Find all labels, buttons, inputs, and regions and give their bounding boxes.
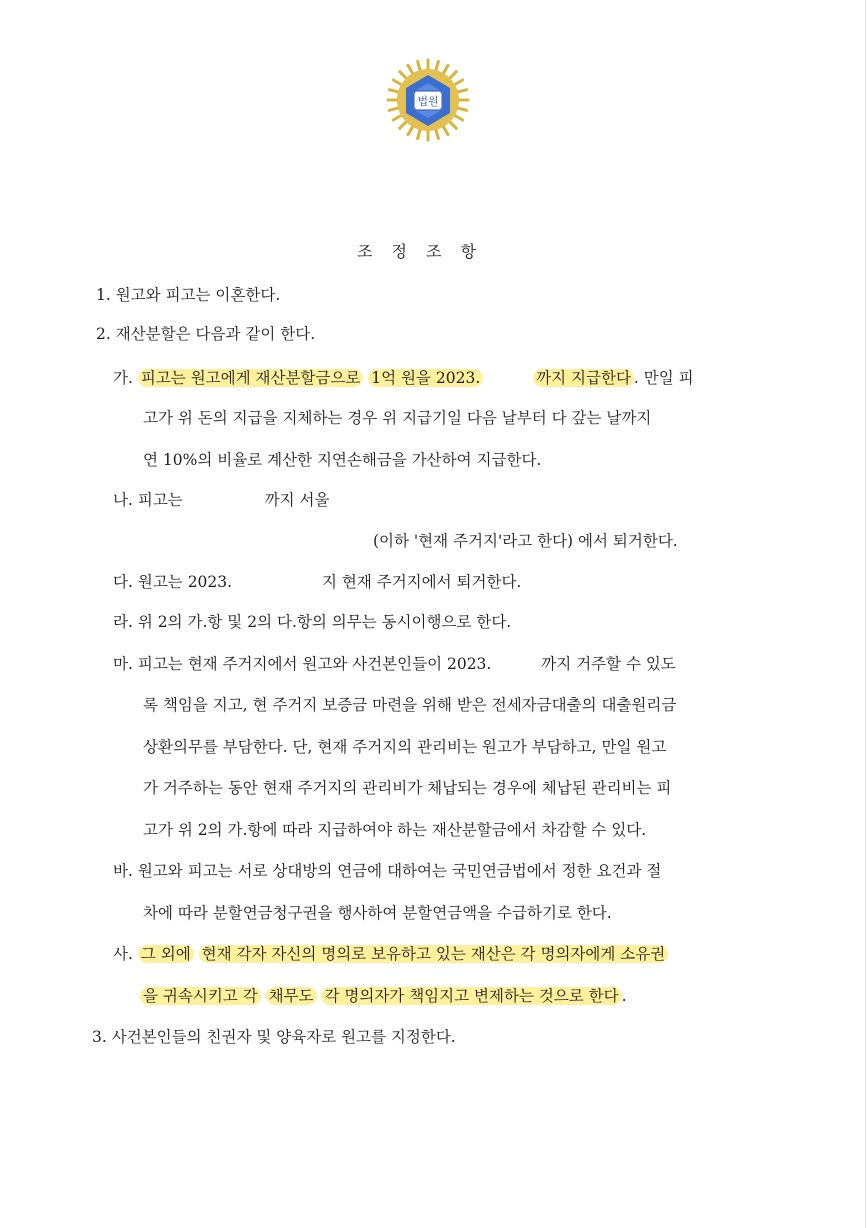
seal-ray xyxy=(393,115,402,120)
highlighted-text: 채무도 xyxy=(266,987,317,1005)
subitem-ma-line2: 록 책임을 지고, 현 주거지 보증금 마련을 위해 받은 전세자금대출의 대출원리금 xyxy=(143,696,677,714)
seal-ray xyxy=(400,121,407,128)
subitem-na-line1 xyxy=(113,488,329,512)
subitem-ba-line2: 차에 따라 분할연금청구권을 행사하여 분할연금액을 수급하기로 한다. xyxy=(143,904,612,922)
seal-ray xyxy=(418,61,421,71)
seal-ray xyxy=(457,90,467,93)
paragraph-text: 원고와 피고는 서로 상대방의 연금에 대하여는 국민연금법에서 정한 요건과 절 xyxy=(137,862,662,880)
subitem-label: 라. xyxy=(113,613,133,631)
seal-ray xyxy=(389,108,399,111)
item-3 xyxy=(92,1025,456,1049)
seal-ray xyxy=(443,65,448,74)
subitem-label: 사. xyxy=(113,945,133,963)
paragraph-text: 피고는 현재 주거지에서 원고와 사건본인들이 2023. xyxy=(137,655,492,673)
paragraph-text: 피고는 xyxy=(137,491,183,509)
subitem-ra xyxy=(113,610,511,634)
subitem-ma-line3: 상환의무를 부담한다. 단, 현재 주거지의 관리비는 원고가 부담하고, 만일 원고 xyxy=(143,738,667,756)
seal-ray xyxy=(454,80,463,85)
item-text: 원고와 피고는 이혼한다. xyxy=(115,286,281,304)
highlighted-text: 현재 각자 자신의 명의로 보유하고 있는 재산은 각 명의자에게 소유권 xyxy=(199,945,669,963)
subitem-ga-line3: 연 10%의 비율로 계산한 지연손해금을 가산하여 지급한다. xyxy=(143,451,542,469)
court-seal-icon xyxy=(386,58,470,142)
subitem-na-line2: (이하 '현재 주거지'라고 한다) 에서 퇴거한다. xyxy=(373,532,678,550)
highlighted-text: 1억 원을 2023. xyxy=(368,369,483,387)
subitem-ma-line5: 고가 위 2의 가.항에 따라 지급하여야 하는 재산분할금에서 차감할 수 있다. xyxy=(143,821,647,839)
subitem-label: 나. xyxy=(113,491,133,509)
subitem-label: 가. xyxy=(113,369,133,387)
subitem-ga-line1 xyxy=(113,366,694,390)
item-text: 재산분할은 다음과 같이 한다. xyxy=(115,325,316,343)
subitem-label: 다. xyxy=(113,573,133,591)
item-text: 사건본인들의 친권자 및 양육자로 원고를 지정한다. xyxy=(111,1028,456,1046)
seal-ray xyxy=(436,129,439,139)
subitem-da xyxy=(113,570,521,594)
paragraph-text: 원고는 2023. xyxy=(137,573,233,591)
subitem-ma-line4: 가 거주하는 동안 현재 주거지의 관리비가 체납되는 경우에 체납된 관리비는 피 xyxy=(143,779,672,797)
paragraph-text: 지 현재 주거지에서 퇴거한다. xyxy=(321,573,522,591)
paragraph-text: 까지 서울 xyxy=(264,491,330,509)
paragraph-text: 위 2의 가.항 및 2의 다.항의 의무는 동시이행으로 한다. xyxy=(137,613,512,631)
highlighted-text: 을 귀속시키고 각 xyxy=(140,987,261,1005)
subitem-ga-line2: 고가 위 돈의 지급을 지체하는 경우 위 지급기일 다음 날부터 다 갚는 날까지 xyxy=(143,409,652,427)
subitem-sa-line1 xyxy=(113,942,668,966)
document-title: 조 정 조 항 xyxy=(356,242,484,261)
seal-ray xyxy=(457,108,467,111)
seal-text: 법원 xyxy=(417,95,439,108)
item-1 xyxy=(96,283,280,307)
seal-ray xyxy=(454,115,463,120)
subitem-label: 바. xyxy=(113,862,133,880)
seal-ray xyxy=(443,126,448,135)
subitem-ba-line1 xyxy=(113,859,661,883)
paragraph-text: 까지 거주할 수 있도 xyxy=(541,655,676,673)
seal-ray xyxy=(436,61,439,71)
subitem-sa-line2 xyxy=(140,984,627,1008)
seal-ray xyxy=(408,126,413,135)
item-number: 3. xyxy=(92,1028,107,1046)
seal-ray xyxy=(400,72,407,79)
page-edge-line xyxy=(865,0,866,1228)
highlighted-text: 까지 지급한다 xyxy=(533,369,634,387)
seal-ray xyxy=(449,121,456,128)
seal-ray xyxy=(393,80,402,85)
seal-ray xyxy=(449,72,456,79)
court-seal-logo xyxy=(386,58,470,142)
item-2 xyxy=(96,322,315,346)
subitem-label: 마. xyxy=(113,655,133,673)
highlighted-text: 그 외에 xyxy=(138,945,194,963)
highlighted-text: 피고는 원고에게 재산분할금으로 xyxy=(138,369,363,387)
subitem-ma-line1 xyxy=(113,652,676,676)
highlighted-text: 각 명의자가 책임지고 변제하는 것으로 한다 xyxy=(321,987,621,1005)
item-number: 2. xyxy=(96,325,111,343)
seal-ray xyxy=(389,90,399,93)
item-number: 1. xyxy=(96,286,111,304)
paragraph-text: . 만일 피 xyxy=(633,369,694,387)
seal-ray xyxy=(418,129,421,139)
paragraph-text: . xyxy=(621,987,627,1005)
seal-ray xyxy=(408,65,413,74)
